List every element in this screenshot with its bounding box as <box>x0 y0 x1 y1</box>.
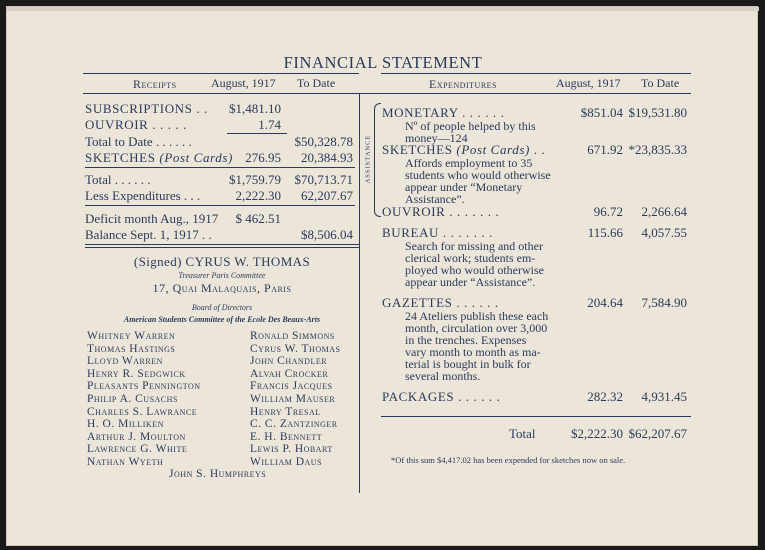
header-rule-right <box>381 73 691 74</box>
gazettes-month: 204.64 <box>587 295 623 310</box>
assistance-label: ASSISTANCE <box>364 134 372 184</box>
gazettes-label: GAZETTES . . . . . . <box>382 295 499 310</box>
ouvroir-exp-month: 96.72 <box>593 204 623 219</box>
sketches-month: 276.95 <box>245 150 281 165</box>
director-name: Lewis P. Hobart <box>250 443 333 456</box>
center-divider <box>359 93 360 493</box>
less-expenditures-todate: 62,207.67 <box>301 188 353 203</box>
receipts-col-todate: To Date <box>297 76 336 90</box>
balance-label: Balance Sept. 1, 1917 . . <box>85 227 212 242</box>
deficit-month: $ 462.51 <box>235 211 281 226</box>
director-name: E. H. Bennett <box>250 430 323 443</box>
rule-total-top <box>85 167 355 168</box>
receipts-heading: Receipts <box>133 77 177 91</box>
directors-list-right <box>250 330 340 469</box>
director-name: H. O. Milliken <box>87 418 164 431</box>
sketches-todate: 20,384.93 <box>301 150 353 165</box>
directors-list-left <box>87 330 201 469</box>
sketches-exp-label: SKETCHES (Post Cards) . . <box>382 142 546 157</box>
total-month: $1,759.79 <box>229 172 281 187</box>
director-name: Nathan Wyeth <box>87 455 164 468</box>
director-name: William Mauser <box>250 392 336 405</box>
packages-month: 282.32 <box>587 389 623 404</box>
director-name: Pleasants Pennington <box>87 380 201 393</box>
board-heading: Board of Directors <box>191 303 253 312</box>
gazettes-note: 24 Ateliers publish these each month, circulation over 3,000 in the trenches. Expenses vary month to month as ma- terial is bought in bulk for several months. <box>405 309 549 383</box>
rule-balance-2 <box>85 247 359 248</box>
packages-label: PACKAGES . . . . . . <box>382 389 501 404</box>
director-name: Henry R. Sedgwick <box>87 367 186 380</box>
subscriptions-label: SUBSCRIPTIONS . . <box>85 101 208 116</box>
signed-name: (Signed) CYRUS W. THOMAS <box>133 254 311 269</box>
director-name: Cyrus W. Thomas <box>250 342 341 355</box>
expenditures-heading: Expenditures <box>429 77 497 91</box>
sketches-exp-month: 671.92 <box>587 142 623 157</box>
total-to-date-value: $50,328.78 <box>294 134 353 149</box>
bureau-month: 115.66 <box>587 225 623 240</box>
monetary-note: Nº of people helped by this money—124 <box>405 119 536 145</box>
document-title: FINANCIAL STATEMENT <box>283 53 483 72</box>
document-page <box>6 6 758 546</box>
director-name: William Daus <box>250 455 323 468</box>
less-expenditures-label: Less Expenditures . . . <box>85 188 201 203</box>
director-name: Francis Jacques <box>250 380 333 393</box>
balance-todate: $8,506.04 <box>301 227 353 242</box>
exp-total-month: $2,222.30 <box>571 426 623 441</box>
treasurer-role: Treasurer Paris Committee <box>178 271 266 280</box>
page-top-edge <box>7 7 759 11</box>
ouvroir-month: 1.74 <box>258 117 281 132</box>
total-label: Total . . . . . . <box>85 172 151 187</box>
footnote: *Of this sum $4,417.02 has been expended for sketches now on sale. <box>391 455 626 465</box>
sketches-label: SKETCHES (Post Cards) <box>85 150 233 165</box>
director-name: Lloyd Warren <box>87 355 163 368</box>
director-name: Thomas Hastings <box>87 342 176 355</box>
less-expenditures-month: 2,222.30 <box>235 188 281 203</box>
rule-exp-total <box>381 416 691 417</box>
exp-total-todate: $62,207.67 <box>628 426 687 441</box>
director-name: Whitney Warren <box>87 330 176 342</box>
total-to-date-label: Total to Date . . . . . . <box>85 134 192 149</box>
director-name: Ronald Simmons <box>250 330 335 342</box>
rule-balance-1 <box>85 244 359 245</box>
monetary-todate: $19,531.80 <box>628 105 687 120</box>
monetary-month: $851.04 <box>580 105 623 120</box>
exp-total-label: Total <box>509 426 536 441</box>
director-last: John S. Humphreys <box>169 468 267 480</box>
ouvroir-exp-todate: 2,266.64 <box>641 204 687 219</box>
director-name: Philip A. Cusachs <box>87 392 178 405</box>
ouvroir-exp-label: OUVROIR . . . . . . . <box>382 204 500 219</box>
total-todate: $70,713.71 <box>294 172 353 187</box>
packages-todate: 4,931.45 <box>641 389 687 404</box>
expenditures-col-month: August, 1917 <box>556 76 621 90</box>
director-name: C. C. Zantzinger <box>250 418 338 431</box>
sketches-exp-note: Affords employment to 35 students who would otherwise appear under “Monetary Assistance”. <box>405 156 551 206</box>
subscriptions-month: $1,481.10 <box>229 101 281 116</box>
director-name: Lawrence G. White <box>87 443 188 456</box>
committee-address: 17, Quai Malaquais, Paris <box>152 281 292 295</box>
subheader-rule <box>83 93 691 94</box>
director-name: Henry Tresal <box>250 405 321 418</box>
rule-deficit <box>85 205 355 206</box>
director-name: John Chandler <box>250 355 328 368</box>
receipts-col-month: August, 1917 <box>211 76 276 90</box>
committee-name: American Students Committee of the Ecole Des Beaux-Arts <box>123 315 321 324</box>
director-name: Charles S. Lawrance <box>87 405 198 418</box>
expenditures-col-todate: To Date <box>641 76 680 90</box>
header-rule-left <box>83 73 359 74</box>
assistance-brace <box>374 103 381 217</box>
director-name: Arthur J. Moulton <box>87 430 186 443</box>
deficit-label: Deficit month Aug., 1917 <box>85 211 219 226</box>
rule-subtotal <box>227 133 287 134</box>
sketches-exp-todate: *23,835.33 <box>628 142 687 157</box>
director-name: Alvah Crocker <box>250 367 329 380</box>
bureau-label: BUREAU . . . . . . . <box>382 225 493 240</box>
ouvroir-label: OUVROIR . . . . . <box>85 117 187 132</box>
monetary-label: MONETARY . . . . . . <box>382 105 505 120</box>
bureau-todate: 4,057.55 <box>641 225 687 240</box>
gazettes-todate: 7,584.90 <box>641 295 687 310</box>
bureau-note: Search for missing and other clerical work; students em- ployed who would otherwise appear under “Assistance”. <box>405 239 544 289</box>
